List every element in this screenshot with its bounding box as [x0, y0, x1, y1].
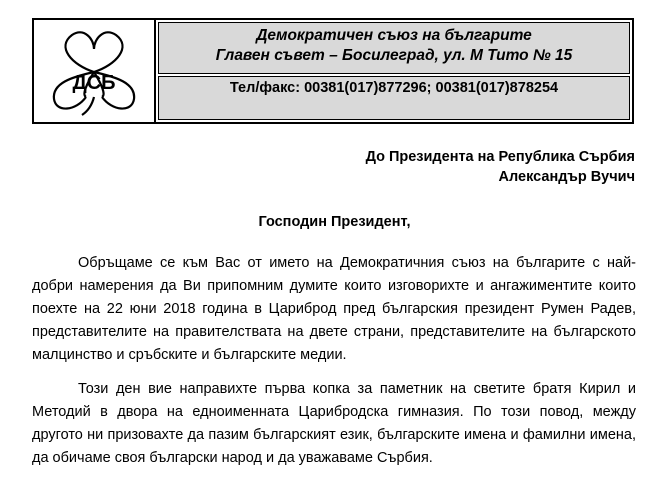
addressee-line-1: До Президента на Република Сърбия [365, 149, 635, 165]
salutation: Господин Президент, [258, 214, 411, 230]
clover-logo-icon [42, 25, 146, 119]
addressee-line-2: Александър Вучич [498, 169, 635, 185]
council-address: Главен съвет – Босилеград, ул. М Тито № 15 [215, 47, 573, 64]
addressee [366, 147, 635, 187]
letterhead-info [156, 20, 632, 122]
letterhead [32, 18, 634, 124]
org-name: Демократичен съюз на българите [256, 27, 532, 44]
body-paragraph-2: Този ден вие направихте първа копка за паметник на светите братя Кирил и Методий в двора на едноименната Царибродска гимназия. По този повод, между другото ни призовахте да пазим българският език, българските имена и фамилни имена, да обичаме своя български народ и да уважаваме Сърбия. [32, 381, 636, 466]
contact-phone-fax: Тел/факс: 00381(017)877296; 00381(017)878254 [158, 76, 630, 120]
logo-cell [34, 20, 156, 122]
body-paragraph-1: Обръщаме се към Вас от името на Демократичния съюз на българите с най-добри намерения да Ви припомним думите които изговорихте и ангажиментите които поехте на 22 юни 2018 година в Цариброд пред българския президент Румен Радев, представителите на правителствата на двете страни, представителите на българското малцинство и сръбските и българските медии. [32, 255, 636, 363]
logo-text: ДСБ [72, 72, 116, 94]
org-header [158, 22, 630, 74]
